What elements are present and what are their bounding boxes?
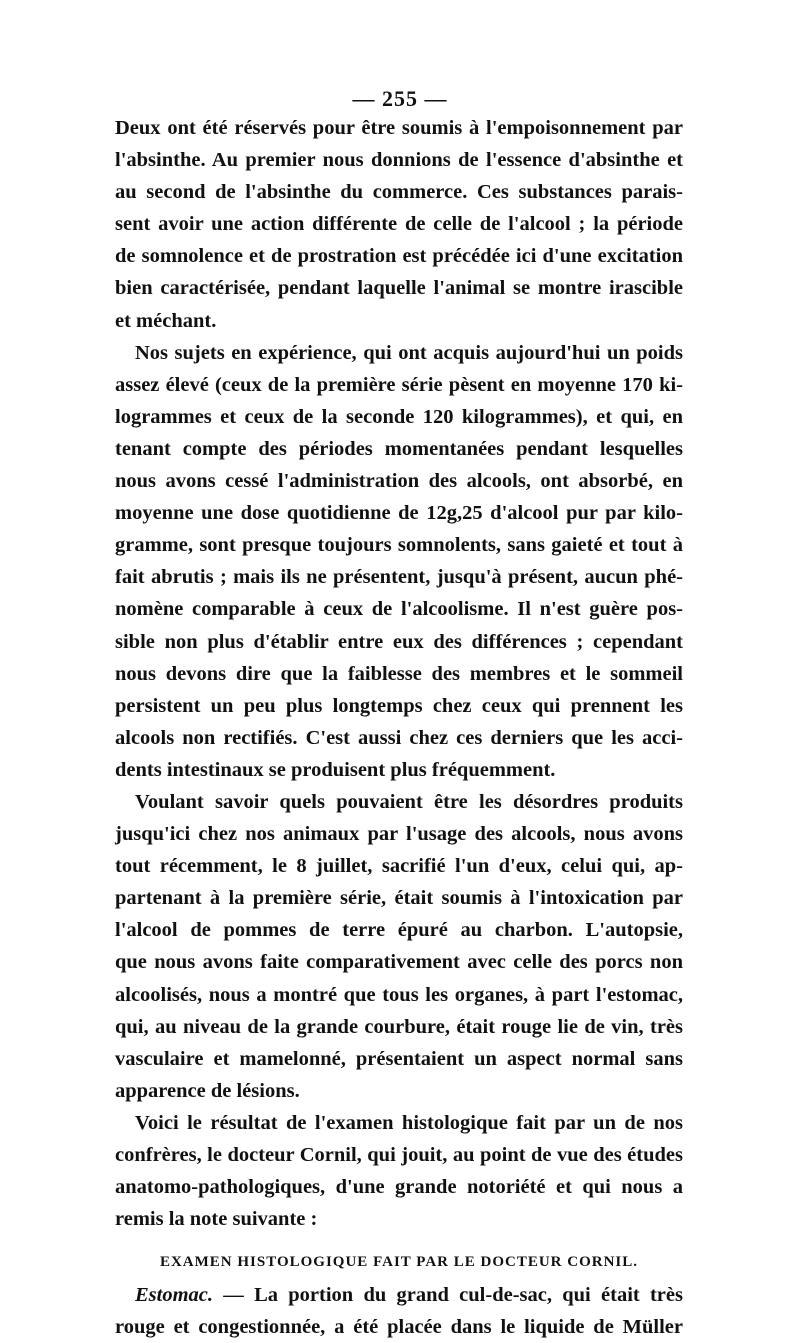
paragraph-estomac [115,1279,683,1343]
text-line: au second de l'absinthe du commerce. Ces substances parais- [115,181,683,204]
text-line: Voici le résultat de l'examen histologique fait par un de nos [135,1111,683,1134]
text-line: jusqu'ici chez nos animaux par l'usage des alcools, nous avons [115,823,683,846]
text-line: persistent un peu plus longtemps chez ceux qui prennent les [115,694,683,717]
paragraph-autopsy [115,786,683,1107]
text-line: qui, au niveau de la grande courbure, était rouge lie de vin, très [115,1015,683,1038]
estomac-label: Estomac. [135,1284,214,1307]
text-line: tenant compte des périodes momentanées pendant lesquelles [115,437,683,460]
text-line: vasculaire et mamelonné, présentaient un aspect normal sans [115,1047,683,1070]
estomac-text: — La portion du grand cul-de-sac, qui était très [213,1284,683,1307]
paragraph-cornil [115,1107,683,1235]
text-line: sent avoir une action différente de celle de l'alcool ; la période [115,213,683,236]
text-line: de somnolence et de prostration est précédée ici d'une excitation [115,245,683,268]
text-line: moyenne une dose quotidienne de 12g,25 d'alcool pur par kilo- [115,502,683,525]
text-line: partenant à la première série, était soumis à l'intoxication par [115,887,683,910]
text-line: nous devons dire que la faiblesse des membres et le sommeil [115,662,683,685]
text-line: nous avons cessé l'administration des alcools, ont absorbé, en [115,470,683,493]
section-heading: EXAMEN HISTOLOGIQUE FAIT PAR LE DOCTEUR CORNIL. [159,1254,639,1271]
text-line: gramme, sont presque toujours somnolents, sans gaieté et tout à [115,534,683,557]
text-line: anatomo-pathologiques, d'une grande notoriété et qui nous a [115,1176,683,1199]
body-text [115,112,683,1343]
text-line: Deux ont été réservés pour être soumis à l'empoisonnement par [115,117,683,139]
text-line: Voulant savoir quels pouvaient être les désordres produits [135,790,683,813]
paragraph-absinthe [115,112,683,337]
text-line: apparence de lésions. [115,1079,300,1102]
page-number: — 255 — [352,86,448,111]
text-line: logrammes et ceux de la seconde 120 kilogrammes), et qui, en [115,405,683,428]
text-line: l'alcool de pommes de terre épuré au charbon. L'autopsie, [115,919,683,942]
text-line: nomène comparable à ceux de l'alcoolisme. Il n'est guère pos- [115,598,683,621]
text-line: dents intestinaux se produisent plus fréquemment. [115,758,556,781]
text-line: assez élevé (ceux de la première série pèsent en moyenne 170 ki- [115,373,683,396]
text-line: rouge et congestionnée, a été placée dans le liquide de Müller [115,1316,683,1339]
text-line: sible non plus d'établir entre eux des différences ; cependant [115,630,683,653]
paragraph-subjects [115,337,683,786]
text-line: et méchant. [115,309,217,332]
text-line: remis la note suivante : [115,1208,318,1231]
text-line [115,1279,683,1311]
text-line: l'absinthe. Au premier nous donnions de l'essence d'absinthe et [115,149,683,172]
text-line: bien caractérisée, pendant laquelle l'animal se montre irascible [115,277,683,300]
text-line: fait abrutis ; mais ils ne présentent, jusqu'à présent, aucun phé- [115,566,683,589]
text-line: que nous avons faite comparativement avec celle des porcs non [115,951,683,974]
text-line: tout récemment, le 8 juillet, sacrifié l'un d'eux, celui qui, ap- [115,855,683,878]
text-line: alcools non rectifiés. C'est aussi chez ces derniers que les acci- [115,726,683,749]
text-line: Nos sujets en expérience, qui ont acquis aujourd'hui un poids [135,341,683,364]
text-line: alcoolisés, nous a montré que tous les organes, à part l'estomac, [115,983,683,1006]
text-line: confrères, le docteur Cornil, qui jouit, au point de vue des études [115,1144,683,1166]
